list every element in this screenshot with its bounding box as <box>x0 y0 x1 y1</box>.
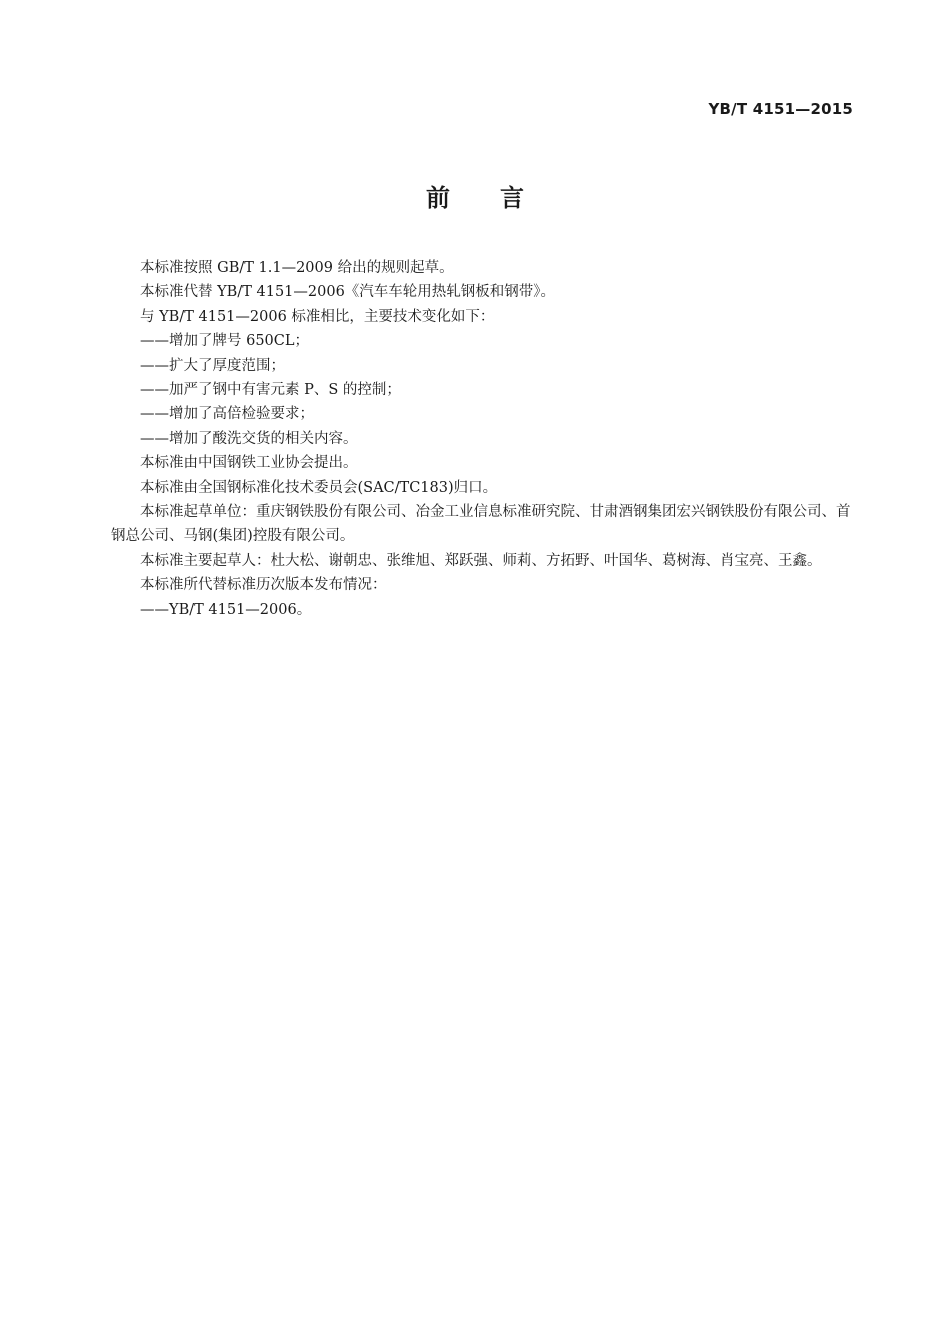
paragraph-drafting-units: 本标准起草单位：重庆钢铁股份有限公司、冶金工业信息标准研究院、甘肃酒钢集团宏兴钢铁股份有限公司、首钢总公司、马钢(集团)控股有限公司。 <box>111 504 851 545</box>
change-item: ——增加了牌号 650CL； <box>140 333 310 350</box>
document-code: YB/T 4151—2015 <box>708 100 853 118</box>
change-item: ——增加了酸洗交货的相关内容。 <box>140 430 358 447</box>
paragraph-drafters: 本标准主要起草人：杜大松、谢朝忠、张维旭、郑跃强、师莉、方拓野、叶国华、葛树海、肖宝亮、王鑫。 <box>140 552 822 569</box>
change-item: ——扩大了厚度范围； <box>140 357 285 374</box>
paragraph-replaces: 本标准代替 YB/T 4151—2006《汽车车轮用热轧钢板和钢带》。 <box>140 284 556 301</box>
page-title: 前言 <box>426 184 574 212</box>
paragraph-proposed-by: 本标准由中国钢铁工业协会提出。 <box>140 455 358 472</box>
paragraph-history-intro: 本标准所代替标准历次版本发布情况： <box>140 577 387 594</box>
history-item: ——YB/T 4151—2006。 <box>140 601 312 618</box>
foreword-body <box>111 256 856 622</box>
change-item: ——增加了高倍检验要求； <box>140 406 314 423</box>
paragraph-changes-intro: 与 YB/T 4151—2006 标准相比，主要技术变化如下： <box>140 308 495 325</box>
change-item: ——加严了钢中有害元素 P、S 的控制； <box>140 382 401 399</box>
paragraph-centralized-by: 本标准由全国钢标准化技术委员会(SAC/TC183)归口。 <box>140 479 498 496</box>
paragraph-drafting-rules: 本标准按照 GB/T 1.1—2009 给出的规则起草。 <box>140 260 454 276</box>
